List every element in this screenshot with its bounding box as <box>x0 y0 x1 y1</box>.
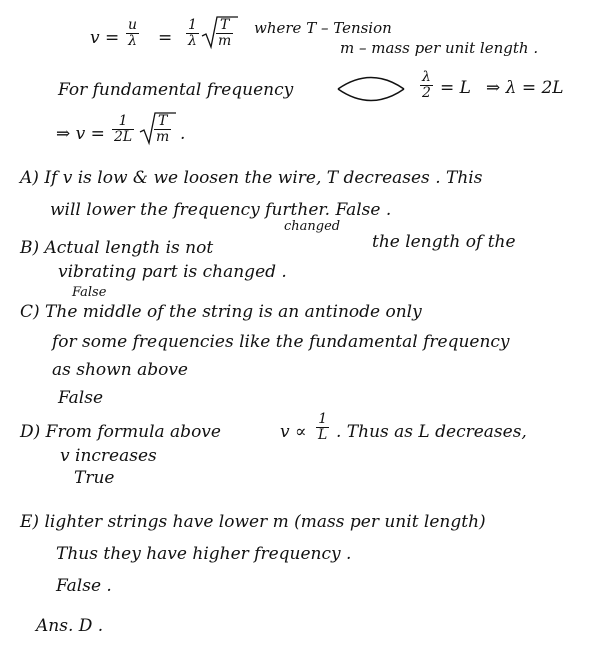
fundamental-equals-L: = L <box>440 78 471 98</box>
answer-b-verdict: False <box>72 285 107 300</box>
eq2-num: 1 <box>112 114 134 130</box>
answer-c-line1: C) The middle of the string is an antinode only <box>20 302 422 322</box>
eq1-lhs: v = <box>90 28 120 48</box>
eq1-frac1-num: u <box>128 17 138 33</box>
eq2-root-num: T <box>154 114 171 130</box>
answer-d-frac-den: L <box>318 427 328 443</box>
answer-b-line2: vibrating part is changed . <box>58 262 287 282</box>
lambda-half-frac <box>420 70 433 101</box>
answer-d-frac-num: 1 <box>316 412 329 428</box>
answer-c-verdict: False <box>58 388 103 408</box>
answer-e-line1: E) lighter strings have lower m (mass per unit length) <box>20 512 486 532</box>
standing-wave-loop-icon <box>334 70 408 108</box>
eq1-frac1 <box>126 18 139 49</box>
eq1-frac2-num: 1 <box>188 17 197 33</box>
eq2-root-den: m <box>156 129 170 145</box>
answer-d-line2: v increases <box>60 446 157 466</box>
eq2-period: . <box>180 124 186 144</box>
fundamental-label: For fundamental frequency <box>58 80 294 100</box>
eq1-frac2-den: λ <box>188 33 197 49</box>
answer-c-line2: for some frequencies like the fundamental frequency <box>52 332 510 352</box>
answer-d-line1-continued: . Thus as L decreases, <box>336 422 527 442</box>
answer-d-verdict: True <box>74 468 115 488</box>
eq1-root-num: T <box>216 18 233 34</box>
answer-d-proportional: v ∝ <box>280 422 307 442</box>
final-answer: Ans. D . <box>36 616 104 636</box>
answer-b-inserted-word: changed <box>284 219 341 234</box>
answer-e-line2: Thus they have higher frequency . <box>56 544 352 564</box>
answer-b-line1: B) Actual length is not <box>20 238 214 258</box>
eq1-mass-definition: m – mass per unit length . <box>340 39 539 57</box>
answer-a-line1: A) If v is low & we loosen the wire, T decreases . This <box>20 168 483 188</box>
answer-c-line3: as shown above <box>52 360 188 380</box>
eq1-frac1-den: λ <box>128 33 137 49</box>
answer-d-frac <box>316 412 329 443</box>
lambda-half-num: λ <box>420 70 433 86</box>
eq1-frac2 <box>186 18 199 49</box>
lambda-half-den: 2 <box>422 85 431 101</box>
eq1-equals: = <box>158 28 173 48</box>
eq2-den: 2L <box>114 129 133 145</box>
eq1-where-tension: where T – Tension <box>254 19 392 37</box>
fundamental-lambda-2L: ⇒ λ = 2L <box>486 78 564 98</box>
eq1-root-frac <box>216 18 233 49</box>
eq2-frac <box>112 114 134 145</box>
answer-e-verdict: False . <box>56 576 112 596</box>
eq2-lhs: ⇒ v = <box>56 124 105 144</box>
answer-a-line2: will lower the frequency further. False . <box>50 200 392 220</box>
answer-b-line1-continued: the length of the <box>372 232 516 252</box>
eq1-root-den: m <box>218 33 232 49</box>
eq2-root-frac <box>154 114 171 145</box>
answer-d-line1: D) From formula above <box>20 422 221 442</box>
